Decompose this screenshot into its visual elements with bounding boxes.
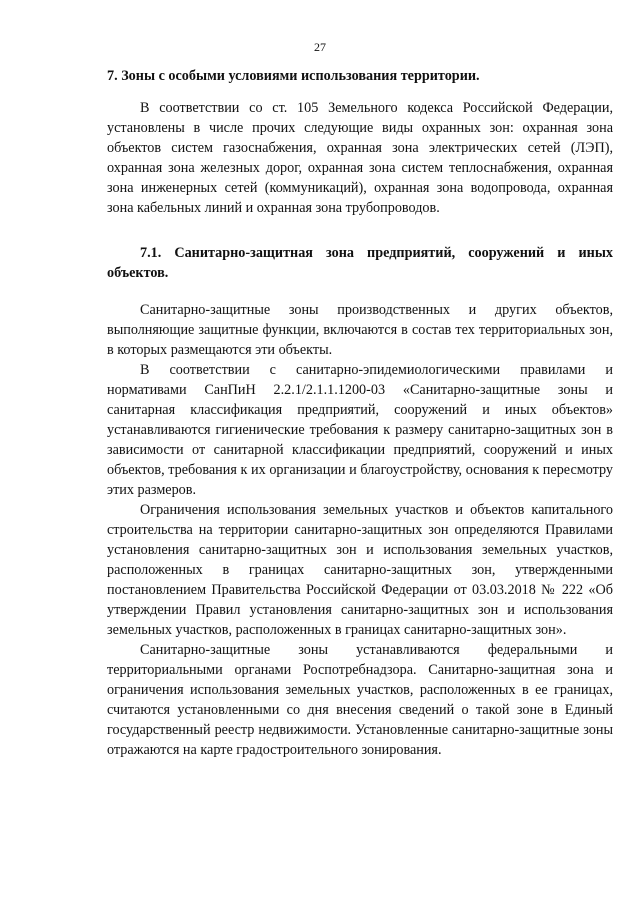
section-7-heading: [107, 66, 613, 86]
section-7-1-heading: [107, 243, 613, 283]
section-7-paragraph: В соответствии со ст. 105 Земельного кодекса Российской Федерации, установлены в числе прочих следующие виды охранных зон: охранная зона объектов систем газоснабжения, охранная зона электрических сетей (ЛЭП), охранная зона железных дорог, охранная зона систем теплоснабжения, охранная зона инженерных сетей (коммуникаций), охранная зона водопровода, охранная зона кабельных линий и охранная зона трубопроводов.: [107, 100, 613, 216]
section-7-1-paragraph-4: Санитарно-защитные зоны устанавливаются федеральными и территориальными органами Роспотребнадзора. Санитарно-защитная зона и ограничения использования земельных участков, расположенных в ее границах, считаются установленными со дня внесения сведений о такой зоне в Единый государственный реестр недвижимости. Установленные санитарно-защитные зоны отражаются на карте градостроительного зонирования.: [107, 642, 613, 758]
page-number: 27: [314, 40, 326, 54]
section-7-body: [107, 98, 613, 218]
section-7-1-paragraph-3: Ограничения использования земельных участков и объектов капитального строительства на территории санитарно-защитных зон определяются Правилами установления санитарно-защитных зон и использования земельных участков, расположенных в границах санитарно-защитных зон, утвержденными постановлением Правительства Российской Федерации от 03.03.2018 № 222 «Об утверждении Правил установления санитарно-защитных зон и использования земельных участков, расположенных в границах санитарно-защитных зон».: [107, 502, 613, 638]
section-7-1-body: [107, 300, 613, 760]
section-7-1-paragraph-2: В соответствии с санитарно-эпидемиологическими правилами и нормативами СанПиН 2.2.1/2.1.1.1200-03 «Санитарно-защитные зоны и санитарная классификация предприятий, сооружений и иных объектов» устанавливаются гигиенические требования к размеру санитарно-защитных зон в зависимости от санитарной классификации предприятий, сооружений и иных объектов, требования к их организации и благоустройству, основания к пересмотру этих размеров.: [107, 362, 613, 498]
section-7-1-paragraph-1: Санитарно-защитные зоны производственных и других объектов, выполняющие защитные функции, включаются в состав тех территориальных зон, в которых размещаются эти объекты.: [107, 302, 613, 358]
section-7-1-heading-text: 7.1. Санитарно-защитная зона предприятий, сооружений и иных объектов.: [107, 245, 613, 281]
section-7-heading-text: 7. Зоны с особыми условиями использования территории.: [107, 68, 480, 84]
